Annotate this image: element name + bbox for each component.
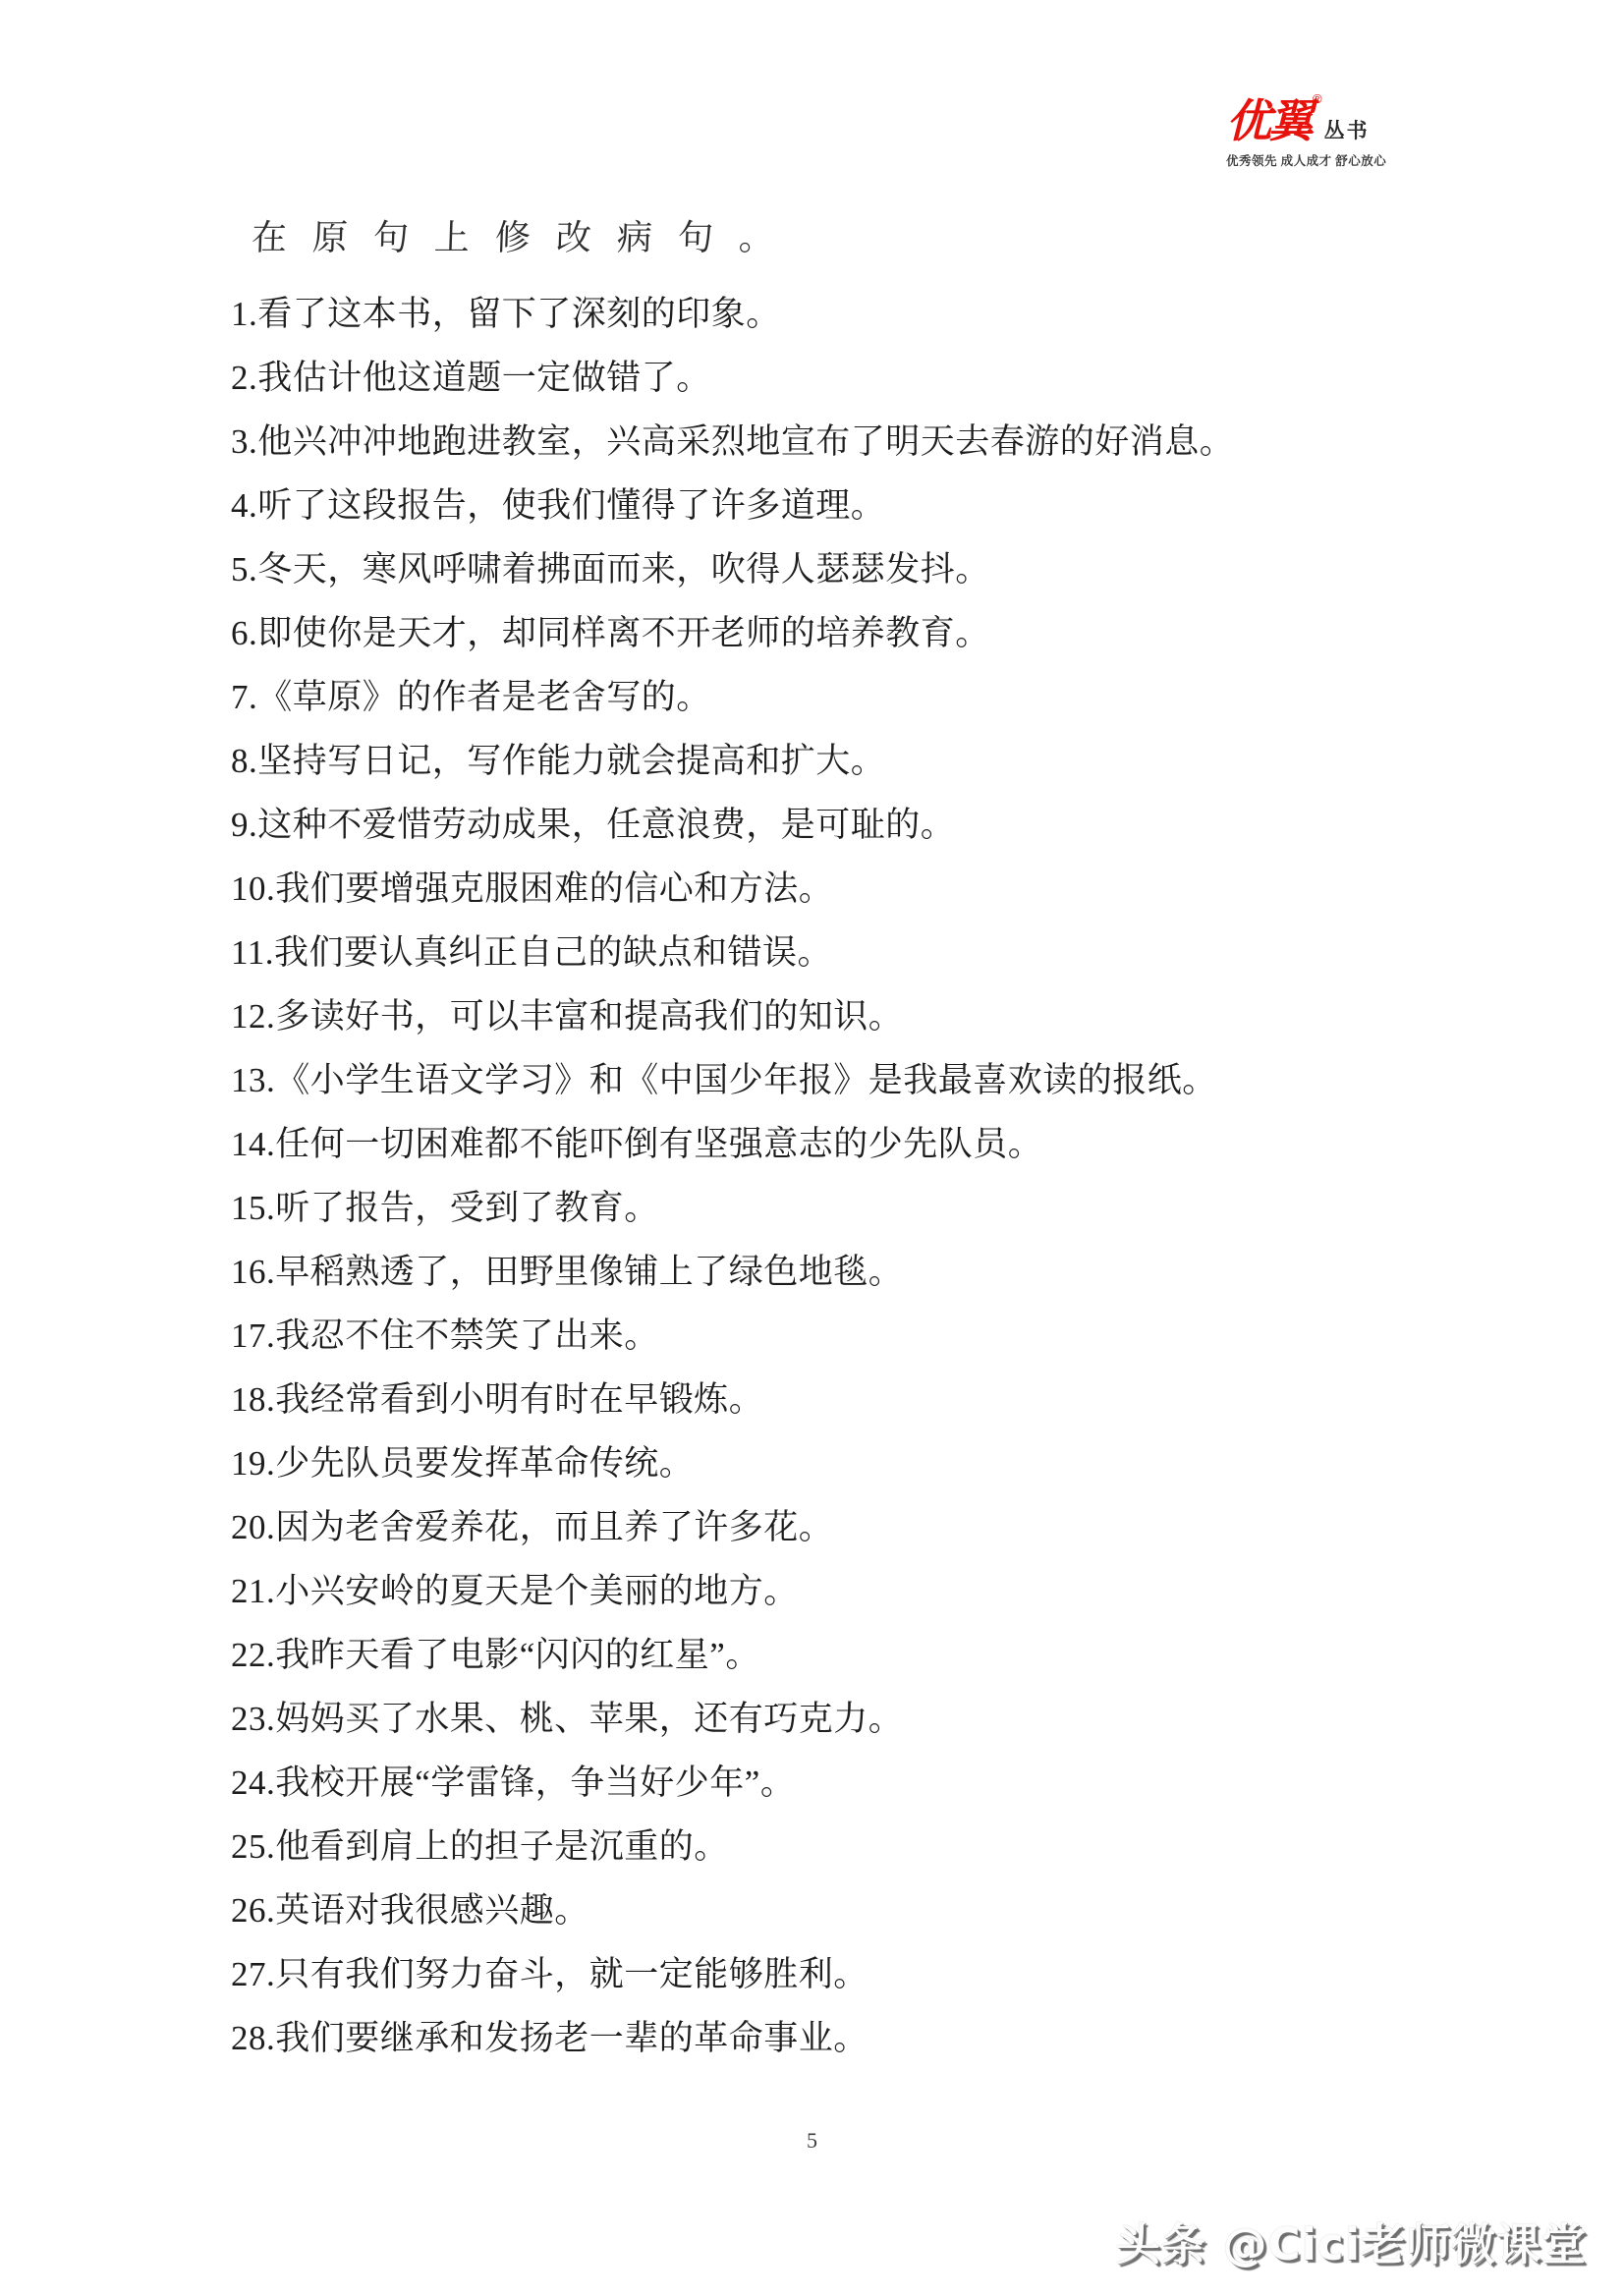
- sentence-item: 17.我忍不住不禁笑了出来。: [231, 1316, 659, 1355]
- sentence-item: 14.任何一切困难都不能吓倒有坚强意志的少先队员。: [231, 1125, 1043, 1163]
- brand-logo-row: [1226, 91, 1403, 146]
- sentence-item: 11.我们要认真纠正自己的缺点和错误。: [231, 933, 832, 972]
- sentence-item: 8.坚持写日记，写作能力就会提高和扩大。: [231, 742, 886, 780]
- sentence-item: 6.即使你是天才，却同样离不开老师的培养教育。: [231, 614, 990, 652]
- sentence-item: 18.我经常看到小明有时在早锻炼。: [231, 1380, 764, 1419]
- sentence-item: 1.看了这本书，留下了深刻的印象。: [231, 295, 781, 333]
- sentence-item: 22.我昨天看了电影“闪闪的红星”。: [231, 1636, 760, 1674]
- sentence-item: 3.他兴冲冲地跑进教室，兴高采烈地宣布了明天去春游的好消息。: [231, 422, 1235, 461]
- brand-series-label: 丛书: [1323, 119, 1370, 142]
- sentence-item: 24.我校开展“学雷锋，争当好少年”。: [231, 1764, 796, 1802]
- sentence-item: 19.少先队员要发挥革命传统。: [231, 1444, 695, 1483]
- sentence-list: [231, 282, 1234, 2070]
- sentence-item: 4.听了这段报告，使我们懂得了许多道理。: [231, 486, 886, 525]
- watermark: 头条 @Cici老师微课堂: [1115, 2218, 1587, 2270]
- sentence-item: 20.因为老舍爱养花，而且养了许多花。: [231, 1508, 834, 1546]
- page-number: 5: [807, 2128, 817, 2153]
- sentence-item: 7.《草原》的作者是老舍写的。: [231, 678, 711, 716]
- sentence-item: 13.《小学生语文学习》和《中国少年报》是我最喜欢读的报纸。: [231, 1061, 1217, 1099]
- brand-logo: [1226, 91, 1403, 169]
- sentence-item: 12.多读好书，可以丰富和提高我们的知识。: [231, 997, 904, 1036]
- sentence-item: 15.听了报告，受到了教育。: [231, 1189, 659, 1227]
- sentence-item: 27.只有我们努力奋斗，就一定能够胜利。: [231, 1955, 868, 1993]
- brand-tagline: 优秀领先 成人成才 舒心放心: [1226, 154, 1387, 168]
- sentence-item: 10.我们要增强克服困难的信心和方法。: [231, 869, 834, 908]
- sentence-item: 21.小兴安岭的夏天是个美丽的地方。: [231, 1572, 799, 1610]
- sentence-item: 28.我们要继承和发扬老一辈的革命事业。: [231, 2019, 868, 2057]
- registered-trademark-icon: ®: [1313, 91, 1322, 106]
- sentence-item: 23.妈妈买了水果、桃、苹果，还有巧克力。: [231, 1700, 904, 1738]
- sentence-item: 9.这种不爱惜劳动成果，任意浪费，是可耻的。: [231, 806, 956, 844]
- section-heading: 在原句上修改病句。: [251, 218, 801, 257]
- sentence-item: 26.英语对我很感兴趣。: [231, 1891, 589, 1930]
- sentence-item: 2.我估计他这道题一定做错了。: [231, 359, 711, 397]
- brand-name: 优翼: [1226, 95, 1311, 146]
- sentence-item: 25.他看到肩上的担子是沉重的。: [231, 1827, 729, 1866]
- sentence-item: 16.早稻熟透了，田野里像铺上了绿色地毯。: [231, 1253, 904, 1291]
- sentence-item: 5.冬天，寒风呼啸着拂面而来，吹得人瑟瑟发抖。: [231, 550, 990, 588]
